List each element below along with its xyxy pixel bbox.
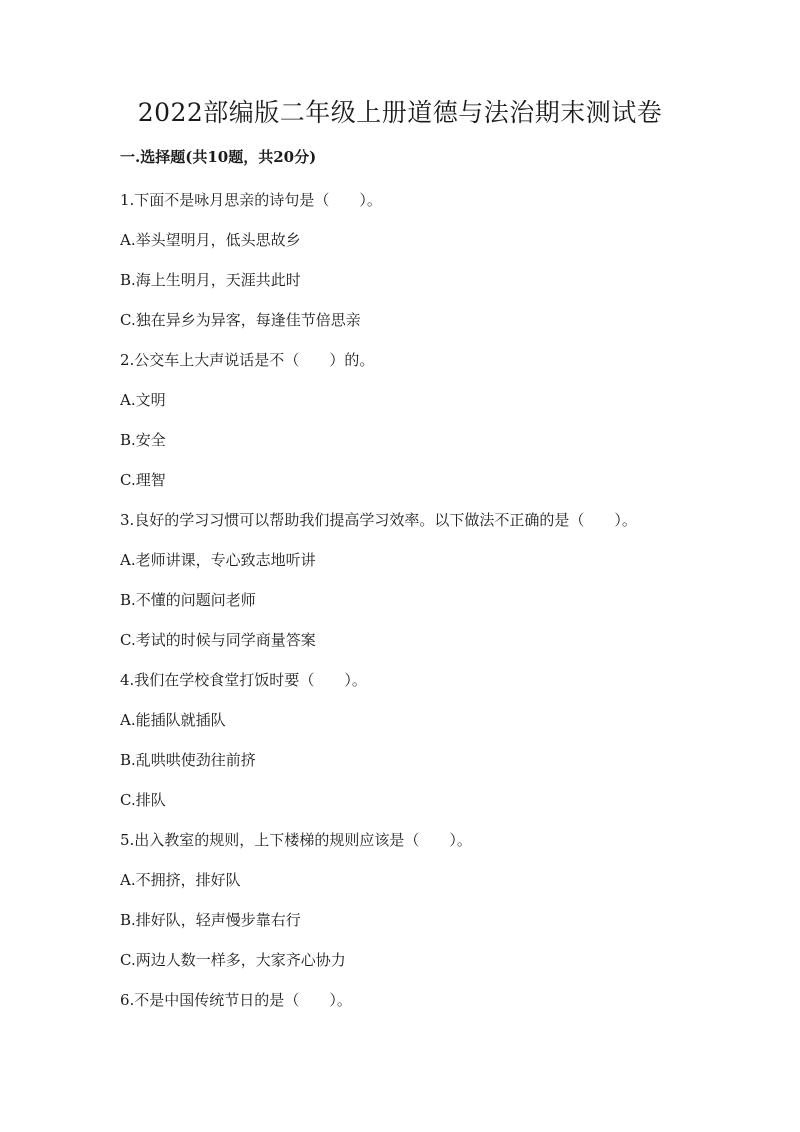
question-5-option-b: B.排好队，轻声慢步靠右行 xyxy=(120,911,301,929)
document-title: 2022部编版二年级上册道德与法治期末测试卷 xyxy=(137,98,663,127)
question-3-option-b: B.不懂的问题问老师 xyxy=(120,591,256,609)
question-2-option-a: A.文明 xyxy=(120,391,166,409)
question-1-stem: 1.下面不是咏月思亲的诗句是（ ）。 xyxy=(120,191,382,209)
question-2-option-b: B.安全 xyxy=(120,431,166,449)
question-4-option-a: A.能插队就插队 xyxy=(120,711,226,729)
question-3-stem: 3.良好的学习习惯可以帮助我们提高学习效率。以下做法不正确的是（ ）。 xyxy=(120,511,637,529)
question-2-stem: 2.公交车上大声说话是不（ ）的。 xyxy=(120,351,375,369)
question-6-stem: 6.不是中国传统节日的是（ ）。 xyxy=(120,991,352,1009)
question-4-stem: 4.我们在学校食堂打饭时要（ ）。 xyxy=(120,671,367,689)
question-5-stem: 5.出入教室的规则，上下楼梯的规则应该是（ ）。 xyxy=(120,831,472,849)
question-3-option-a: A.老师讲课，专心致志地听讲 xyxy=(120,551,316,569)
question-5-option-c: C.两边人数一样多，大家齐心协力 xyxy=(120,951,346,969)
question-1-option-a: A.举头望明月，低头思故乡 xyxy=(120,231,301,249)
question-1-option-b: B.海上生明月，天涯共此时 xyxy=(120,271,301,289)
section-heading: 一.选择题(共10题，共20分) xyxy=(120,148,317,166)
question-5-option-a: A.不拥挤，排好队 xyxy=(120,871,241,889)
question-list xyxy=(120,187,720,1027)
question-4-option-b: B.乱哄哄使劲往前挤 xyxy=(120,751,256,769)
question-4-option-c: C.排队 xyxy=(120,791,166,809)
question-2-option-c: C.理智 xyxy=(120,471,166,489)
question-3-option-c: C.考试的时候与同学商量答案 xyxy=(120,631,316,649)
question-1-option-c: C.独在异乡为异客，每逢佳节倍思亲 xyxy=(120,311,361,329)
